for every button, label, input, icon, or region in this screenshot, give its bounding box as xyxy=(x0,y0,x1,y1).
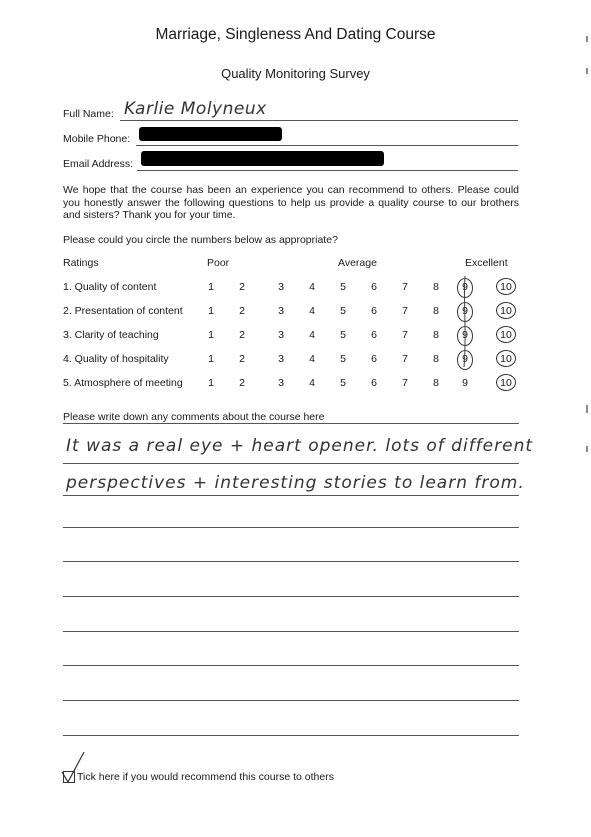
comments-label: Please write down any comments about the course here xyxy=(63,411,325,423)
rating-option[interactable]: 5 xyxy=(340,353,346,365)
full-name-value[interactable]: Karlie Molyneux xyxy=(124,99,267,119)
comment-rule-3 xyxy=(63,527,519,528)
rating-row-label: 2. Presentation of content xyxy=(63,305,183,317)
scan-mark xyxy=(586,68,588,74)
rating-option[interactable]: 3 xyxy=(278,353,284,365)
rating-option[interactable]: 6 xyxy=(371,353,377,365)
full-name-label: Full Name: xyxy=(63,108,114,120)
comment-rule-2 xyxy=(63,495,519,496)
mobile-phone-label: Mobile Phone: xyxy=(63,133,131,145)
rating-option[interactable]: 6 xyxy=(371,305,377,317)
ratings-header: Ratings xyxy=(63,257,99,269)
rating-option[interactable]: 7 xyxy=(402,281,408,293)
rating-option[interactable]: 8 xyxy=(433,353,439,365)
excellent-label: Excellent xyxy=(465,257,508,269)
rating-option[interactable]: 7 xyxy=(402,329,408,341)
comment-rule-4 xyxy=(63,561,519,562)
selection-circle xyxy=(496,326,516,343)
rating-option[interactable]: 10 xyxy=(500,281,512,293)
rating-option[interactable]: 8 xyxy=(433,329,439,341)
survey-subtitle: Quality Monitoring Survey xyxy=(221,66,370,81)
rating-option[interactable]: 6 xyxy=(371,329,377,341)
rating-option[interactable]: 7 xyxy=(402,305,408,317)
comment-rule-8 xyxy=(63,700,519,701)
rating-option[interactable]: 2 xyxy=(239,353,245,365)
rating-option[interactable]: 7 xyxy=(402,377,408,389)
selection-circle xyxy=(496,302,516,319)
scan-mark xyxy=(586,446,588,452)
email-address-line xyxy=(137,170,518,171)
rating-option[interactable]: 5 xyxy=(340,329,346,341)
rating-option[interactable]: 6 xyxy=(371,281,377,293)
rating-option[interactable]: 1 xyxy=(208,329,214,341)
rating-option[interactable]: 3 xyxy=(278,281,284,293)
email-address-label: Email Address: xyxy=(63,158,134,170)
rating-option[interactable]: 10 xyxy=(500,329,512,341)
comments-label-line xyxy=(63,423,519,424)
comment-rule-5 xyxy=(63,596,519,597)
intro-paragraph: We hope that the course has been an experience you can recommend to others. Please could you honestly answer the following questions to help us provide a quality course to our brothers and sisters? Thank you for your time. xyxy=(63,184,519,222)
rating-option[interactable]: 10 xyxy=(500,305,512,317)
rating-option[interactable]: 1 xyxy=(208,353,214,365)
comment-rule-1 xyxy=(63,463,519,464)
rating-option[interactable]: 3 xyxy=(278,329,284,341)
rating-option[interactable]: 7 xyxy=(402,353,408,365)
rating-option[interactable]: 4 xyxy=(309,281,315,293)
rating-option[interactable]: 1 xyxy=(208,377,214,389)
redacted-email xyxy=(141,151,384,166)
rating-option[interactable]: 8 xyxy=(433,305,439,317)
rating-option[interactable]: 9 xyxy=(462,305,468,317)
selection-circle xyxy=(496,374,516,391)
poor-label: Poor xyxy=(207,257,230,269)
selection-circle xyxy=(496,350,516,367)
rating-option[interactable]: 2 xyxy=(239,377,245,389)
selection-circle xyxy=(496,278,516,295)
rating-option[interactable]: 2 xyxy=(239,329,245,341)
rating-option[interactable]: 4 xyxy=(309,377,315,389)
rating-row-label: 1. Quality of content xyxy=(63,281,157,293)
full-name-line xyxy=(120,120,518,121)
rating-option[interactable]: 8 xyxy=(433,281,439,293)
rating-option[interactable]: 9 xyxy=(462,281,468,293)
survey-title: Marriage, Singleness And Dating Course xyxy=(155,26,436,43)
pen-stroke xyxy=(455,272,475,372)
average-label: Average xyxy=(338,257,377,269)
rating-option[interactable]: 4 xyxy=(309,305,315,317)
scan-mark xyxy=(586,36,588,42)
rating-option[interactable]: 5 xyxy=(340,377,346,389)
rating-option[interactable]: 5 xyxy=(340,281,346,293)
rating-option[interactable]: 2 xyxy=(239,281,245,293)
rating-row-label: 3. Clarity of teaching xyxy=(63,329,159,341)
rating-row-label: 5. Atmosphere of meeting xyxy=(63,377,183,389)
redacted-mobile xyxy=(139,127,282,141)
mobile-phone-line xyxy=(136,145,518,146)
comment-line-1[interactable]: It was a real eye + heart opener. lots of different xyxy=(66,436,534,456)
comment-rule-6 xyxy=(63,631,519,632)
recommend-label: Tick here if you would recommend this course to others xyxy=(77,771,334,783)
comment-line-2[interactable]: perspectives + interesting stories to learn from. xyxy=(66,473,525,493)
rating-option[interactable]: 3 xyxy=(278,305,284,317)
instruction-text: Please could you circle the numbers below as appropriate? xyxy=(63,234,338,246)
comment-rule-9 xyxy=(63,735,519,736)
rating-option[interactable]: 4 xyxy=(309,329,315,341)
rating-option[interactable]: 1 xyxy=(208,281,214,293)
comment-rule-7 xyxy=(63,665,519,666)
rating-option[interactable]: 6 xyxy=(371,377,377,389)
scan-mark xyxy=(586,405,588,413)
rating-option[interactable]: 1 xyxy=(208,305,214,317)
rating-option[interactable]: 9 xyxy=(462,329,468,341)
rating-row-label: 4. Quality of hospitality xyxy=(63,353,169,365)
rating-option[interactable]: 10 xyxy=(500,353,512,365)
rating-option[interactable]: 10 xyxy=(500,377,512,389)
rating-option[interactable]: 4 xyxy=(309,353,315,365)
rating-option[interactable]: 8 xyxy=(433,377,439,389)
rating-option[interactable]: 5 xyxy=(340,305,346,317)
rating-option[interactable]: 3 xyxy=(278,377,284,389)
rating-option[interactable]: 2 xyxy=(239,305,245,317)
rating-option[interactable]: 9 xyxy=(462,377,468,389)
rating-option[interactable]: 9 xyxy=(462,353,468,365)
